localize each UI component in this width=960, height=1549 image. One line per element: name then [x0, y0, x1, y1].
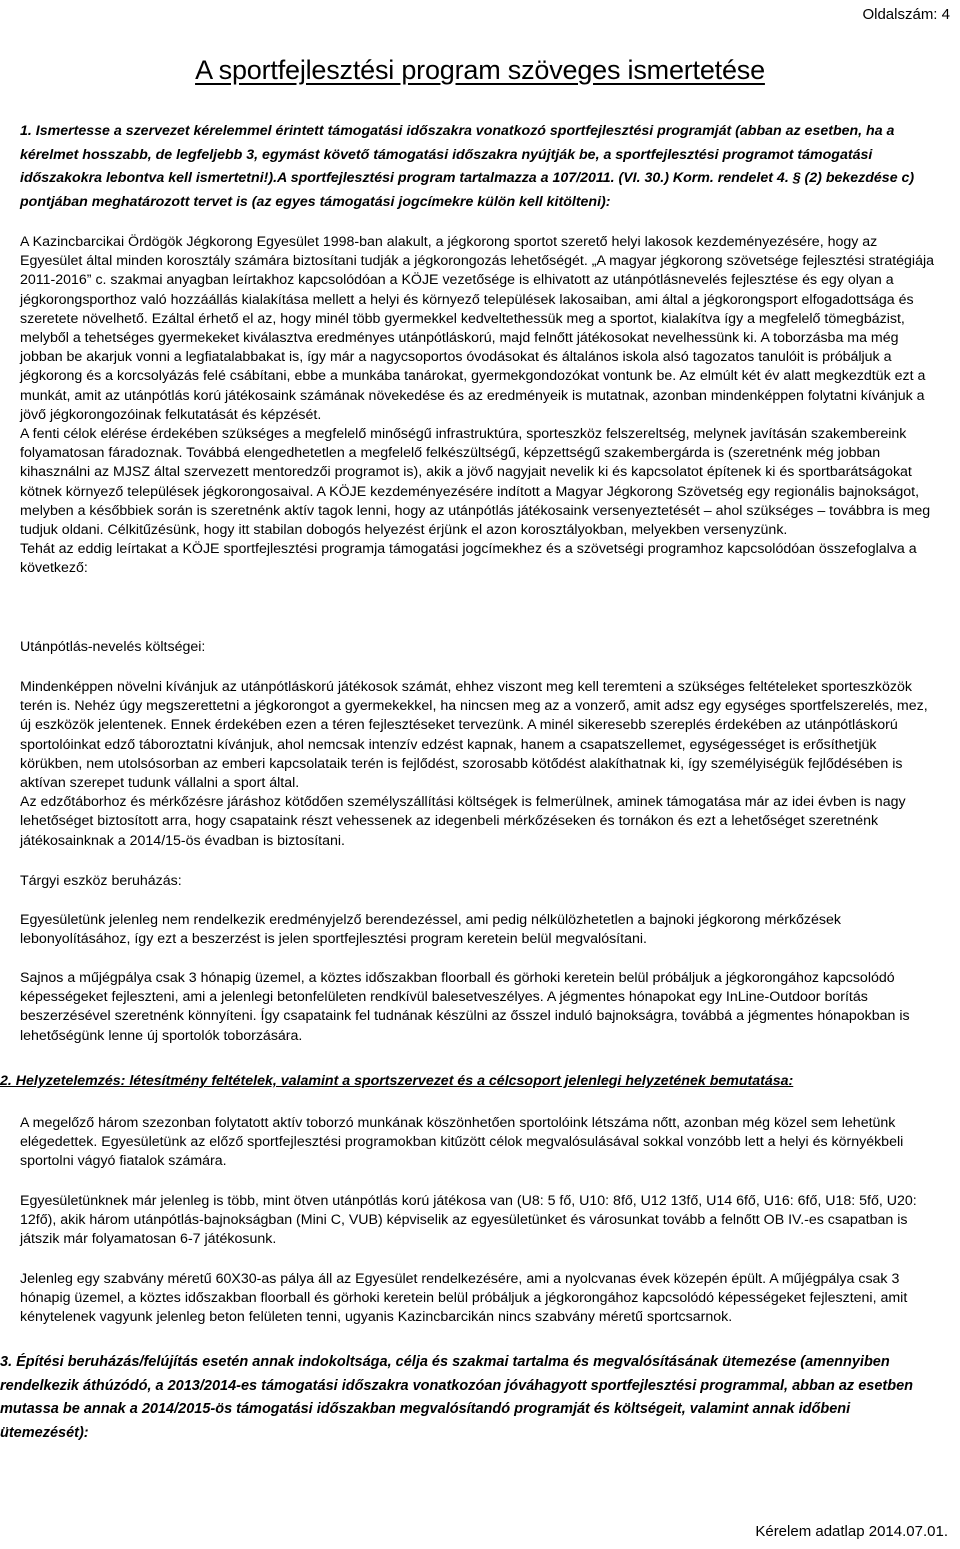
paragraph-summary: Tehát az eddig leírtakat a KÖJE sportfejlesztési programja támogatási jogcímekhez és a szövetségi programhoz kapcsolódóan összefoglalva a következő: [20, 541, 917, 577]
footer: Kérelem adatlap 2014.07.01. [755, 1523, 948, 1540]
section-3-heading: 3. Építési beruházás/felújítás esetén annak indokoltsága, célja és szakmai tartalma és megvalósításának ütemezése (amennyiben rendelkezik áthúzódó, a 2013/2014-es támogatási időszakra vonatkozóan jóváhagyott sportfejlesztési programmal, abban az esetben mutassa be annak a 2014/2015-ös támogatási időszakban megvalósítandó programját és költségeit, valamint annak időbeni ütemezését): [0, 1354, 913, 1441]
section-2-heading-text: 2. Helyzetelemzés: létesítmény feltételek, valamint a sportszervezet és a célcsoport jelenlegi helyzetének bemutatása: [0, 1073, 794, 1089]
paragraph-situation-2: Egyesületünknek már jelenleg is több, mint ötven utánpótlás korú játékosa van (U8: 5 fő, U10: 8fő, U12 13fő, U14 6fő, U16: 6fő, U18: 5fő, U20: 12fő), akik három utánpótlás-bajnokságban (Mini C, VUB) képviselik az egyesületünket és városunkat tovább a felnőtt OB IV.-es csapatban is játszik már folyamatosan 6-7 játékosunk. [20, 1193, 917, 1248]
paragraph-assets-2: Sajnos a műjégpálya csak 3 hónapig üzemel, a köztes időszakban floorball és görhoki keretein belül próbáljuk a jégkorongához kapcsolódó képességeket fejleszteni, ami a jelenlegi betonfelületen rendkívül balesetveszélyes. A jégmentes hónapokat egy InLine-Outdoor borítás beszerzésével szeretnénk könnyíteni. Így csapataink fel tudnának készülni az ősszel induló bajnokságra, továbbá a jégmentes hónapokban is lehetőségünk lenne új sportolók toborzására. [20, 970, 910, 1044]
paragraph-intro: A Kazincbarcikai Ördögök Jégkorong Egyesület 1998-ban alakult, a jégkorong sportot szerető helyi lakosok kezdeményezésére, hogy az Egyesület által minden korosztály számára biztosítani tudják a jégkorongozás lehetőségét. „A magyar jégkorong szövetsége fejlesztési stratégiája 2011-2016” c. szakmai anyagban leírtakhoz kapcsolódóan a KÖJE vezetősége is elhivatott az utánpótlásnevelés fejlesztése és egy olyan a jégkorongsporthoz való hozzáállás kialakítása mellett a helyi és környező települések lakosaiban, ami által a jégkorongsport elfogadottsága és szeretete növelhető. Ezáltal érhető el az, hogy minél több gyermekkel kedveltethessük meg a sportot, kialakítva így a megfelelő tömegbázist, melyből a tehetséges gyermekeket kiválasztva eredményes utánpótláskorú, majd felnőtt játékosokat nevelhessünk ki. A toborzásba ma még jobban be akarjuk vonni a legfiatalabbakat is, így már a nagycsoportos óvodásokat és általános iskola alsó tagozatos tanulóit is próbáljuk a jégkorong és a korcsolyázás felé csábítani, ebbe a munkába tanárokat, gyermekgondozókat vontunk be. Az elmúlt két év alatt megkezdtük ezt a munkát, amit az utánpótlás korú játékosaink számának növekedése és az eredményeik is mutatnak, azonban mindenképpen folytatni kívánjuk a jövő jégkorongozóinak felkutatását és képzését. [20, 234, 935, 423]
paragraph-assets-1: Egyesületünk jelenleg nem rendelkezik eredményjelző berendezéssel, ami pedig nélkülözhetetlen a bajnoki jégkorong mérkőzések lebonyolításához, így ezt a beszerzést is jelen sportfejlesztési program keretein belül megvalósítani. [20, 912, 841, 948]
page-title [0, 50, 960, 87]
section-1-body [20, 233, 940, 579]
costs-label: Utánpótlás-nevelés költségei: [20, 639, 206, 655]
paragraph-situation-3: Jelenleg egy szabvány méretű 60X30-as pálya áll az Egyesület rendelkezésére, ami a nyolcvanas évek közepén épült. A műjégpálya csak 3 hónapig üzemel, a köztes időszakban floorball és görhoki keretein belül próbáljuk a jégkorongához kapcsolódó képességeket fejleszteni, amit kénytelenek vagyunk jelenleg beton felületen tenni, ugyanis Kazincbarcikán nincs szabvány méretű sportcsarnok. [20, 1271, 908, 1326]
costs-body [20, 678, 940, 851]
paragraph-costs-2: Az edzőtáborhoz és mérkőzésre járáshoz kötődően személyszállítási költségek is felmerülnek, aminek támogatása már az idei évben is nagy lehetőséget biztosított arra, hogy csapataink részt vehessenek az idegenbeli mérkőzéseken és tornákon és ezt a lehetőséget szeretnénk játékosainknak a 2014/15-ös évadban is biztosítani. [20, 794, 906, 849]
assets-label: Tárgyi eszköz beruházás: [20, 873, 182, 889]
section-2-heading [0, 1072, 960, 1091]
paragraph-infrastructure: A fenti célok elérése érdekében szükséges a megfelelő minőségű infrastruktúra, sporteszköz felszereltség, melynek javításán szakembereink folyamatosan fáradoznak. Továbbá elengedhetetlen a megfelelő felkészültségű, képzettségű szakembergárda is (szeretnénk még jobban kihasználni az MJSZ által szervezett mentoredzői programot is), akik a jövő nagyjait nevelik ki és kapcsolatot építenek ki és sportbarátságokat kötnek környező települések jégkorongosaival. A KÖJE kezdeményezésére indított a Magyar Jégkorong Szövetség egy regionális bajnokságot, melyben a későbbiek során is szeretnénk aktív tagok lenni, hogy az utánpótlás játékosaink versenyeztetését – ahol szükséges – továbbra is meg tudjuk oldani. Célkitűzésünk, hogy itt stabilan dobogós helyezést érjünk el azon korosztályokban, melyekben versenyzünk. [20, 426, 931, 539]
paragraph-costs-1: Mindenképpen növelni kívánjuk az utánpótláskorú játékosok számát, ehhez viszont meg kell teremteni a szükséges feltételeket sporteszközök terén is. Nehéz úgy megszerettetni a jégkorongot a gyermekekkel, ha nincsen meg az a vonzerő, amit adsz egy egységes sportfelszerelés, mez, új eszközök jelentenek. Ennek érdekében ezen a téren fejlesztéseket tervezünk. A minél sikeresebb szereplés érdekében az utánpótláskorú sportolóinkat edző táboroztatni kívánjuk, ahol nemcsak intenzív edzést kapnak, hanem a csapatszellemet, egységességet is erősíthetjük körükben, nem utolsósorban az emberi kapcsolataik terén is fejlődést, szorosabb kötődést alakíthatnak ki, így személyiségük fejlődésében is aktívan szerepet tudunk vállalni a sport által. [20, 679, 928, 792]
page-number: Oldalszám: 4 [862, 6, 950, 23]
paragraph-situation-1: A megelőző három szezonban folytatott aktív toborzó munkának köszönhetően sportolóink létszáma nőtt, azonban még közel sem lehetünk elégedettek. Egyesületünk az előző sportfejlesztési programokban kitűzött célok megvalósulásával sokkal vonzóbb lett a helyi és környékbeli sportolni vágyó fiatalok számára. [20, 1115, 904, 1170]
page-title-text: A sportfejlesztési program szöveges ismertetése [195, 55, 765, 85]
section-1-heading: 1. Ismertesse a szervezet kérelemmel érintett támogatási időszakra vonatkozó sportfejlesztési programját (abban az esetben, ha a kérelmet hosszabb, de legfeljebb 3, egymást követő támogatási időszakra nyújtják be, a sportfejlesztési programot támogatási időszakokra lebontva kell ismertetni!).A sportfejlesztési program tartalmazza a 107/2011. (VI. 30.) Korm. rendelet 4. § (2) bekezdése c) pontjában meghatározott tervet is (az egyes támogatási jogcímekre külön kell kitölteni): [20, 123, 915, 210]
